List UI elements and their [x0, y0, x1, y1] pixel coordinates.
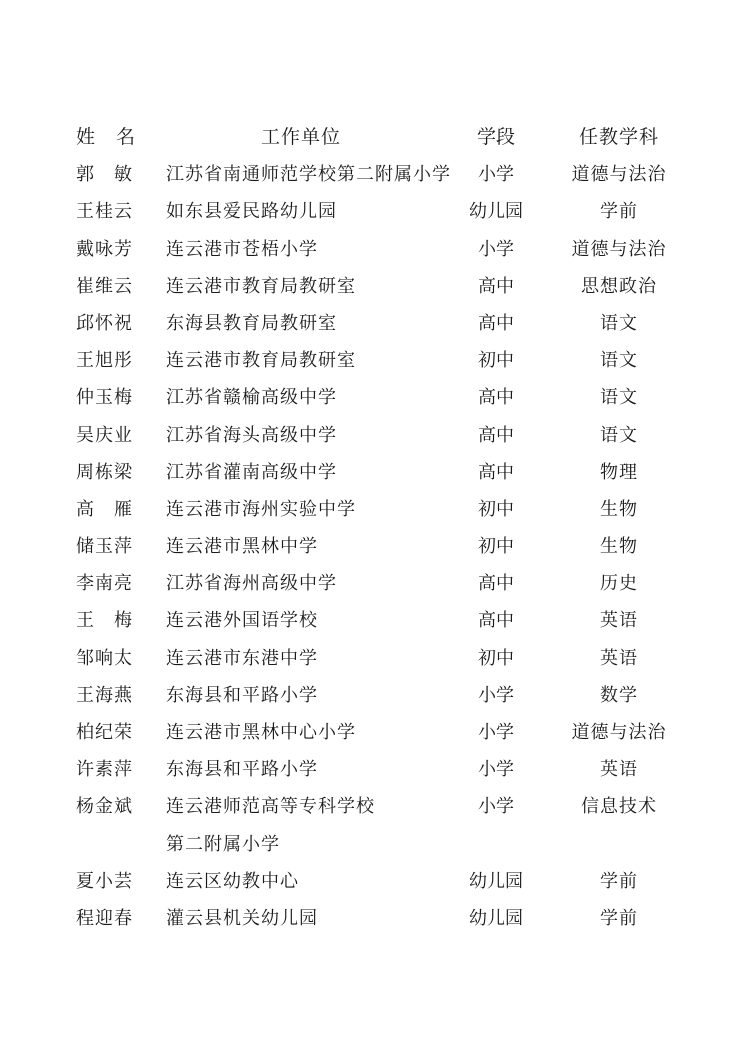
- table-row: [76, 342, 696, 379]
- row-unit: 江苏省海头高级中学: [166, 424, 337, 446]
- row-subject: 生物: [600, 536, 638, 558]
- row-unit: 东海县教育局教研室: [166, 312, 337, 334]
- row-subject: 信息技术: [581, 796, 657, 818]
- row-name: 邱怀祝: [76, 312, 133, 334]
- row-level: 初中: [478, 350, 514, 372]
- row-level: 高中: [478, 387, 514, 409]
- row-name: 戴咏芳: [76, 238, 133, 260]
- row-name: 高 雁: [76, 498, 133, 520]
- row-unit: 连云港市东港中学: [166, 647, 318, 669]
- row-subject: 道德与法治: [571, 238, 667, 260]
- table-row: [76, 193, 696, 230]
- row-subject: 英语: [600, 759, 638, 781]
- header-subject: 任教学科: [578, 126, 659, 148]
- header-level: 学段: [476, 126, 515, 148]
- row-level: 幼儿园: [469, 907, 523, 929]
- row-subject: 英语: [600, 610, 638, 632]
- row-level: 小学: [478, 684, 514, 706]
- row-unit: 如东县爱民路幼儿园: [166, 201, 337, 223]
- row-level: 高中: [478, 461, 514, 483]
- row-level: 小学: [478, 238, 514, 260]
- row-level: 小学: [478, 164, 514, 186]
- row-unit: 连云港市海州实验中学: [166, 498, 356, 520]
- row-name: 夏小芸: [76, 870, 133, 892]
- row-unit: 连云港市黑林中心小学: [166, 722, 356, 743]
- staff-table: [76, 119, 696, 937]
- row-name: 王海燕: [76, 684, 133, 706]
- header-unit: 工作单位: [260, 126, 341, 148]
- row-subject: 学前: [600, 907, 638, 929]
- row-name: 程迎春: [76, 907, 133, 929]
- row-level: 小学: [478, 759, 514, 781]
- row-name: 王旭彤: [76, 350, 133, 372]
- row-unit: 连云港外国语学校: [166, 610, 318, 632]
- row-name: 储玉萍: [76, 536, 133, 558]
- row-level: 高中: [478, 275, 514, 297]
- table-row: [76, 417, 696, 454]
- row-level: 高中: [478, 573, 514, 595]
- row-level: 高中: [478, 424, 514, 446]
- row-name: 吴庆业: [76, 424, 133, 446]
- row-unit: 连云港市教育局教研室: [166, 350, 356, 372]
- row-unit: 第二附属小学: [166, 833, 280, 855]
- row-subject: 学前: [600, 870, 638, 892]
- row-unit: 连云区幼教中心: [166, 870, 299, 892]
- row-unit: 江苏省灌南高级中学: [166, 461, 337, 483]
- row-name: 王 梅: [76, 610, 133, 632]
- row-subject: 语文: [600, 424, 638, 446]
- table-row: [76, 640, 696, 677]
- row-level: 小学: [478, 796, 514, 818]
- row-level: 初中: [478, 536, 514, 558]
- row-unit: 东海县和平路小学: [166, 759, 318, 781]
- table-row: [76, 379, 696, 416]
- row-subject: 语文: [600, 312, 638, 334]
- row-subject: 生物: [600, 498, 638, 520]
- row-unit: 江苏省南通师范学校第二附属小学: [166, 164, 451, 186]
- row-unit: 江苏省赣榆高级中学: [166, 387, 337, 409]
- row-name: 崔维云: [76, 275, 133, 297]
- row-level: 初中: [478, 647, 514, 669]
- row-name: 许素萍: [76, 759, 133, 781]
- row-name: 李南亮: [76, 573, 133, 595]
- row-name: 仲玉梅: [76, 387, 133, 409]
- row-unit: 连云港市教育局教研室: [166, 275, 356, 297]
- row-subject: 语文: [600, 350, 638, 372]
- row-level: 幼儿园: [469, 870, 523, 892]
- table-row: [76, 491, 696, 528]
- table-row: [76, 714, 696, 751]
- table-row: [76, 565, 696, 602]
- table-row: [76, 156, 696, 193]
- table-row: [76, 231, 696, 268]
- row-unit: 江苏省海州高级中学: [166, 573, 337, 595]
- table-row: [76, 751, 696, 788]
- table-row: [76, 528, 696, 565]
- row-subject: 思想政治: [581, 275, 657, 297]
- row-name: 柏纪荣: [76, 722, 133, 743]
- row-unit: 连云港市苍梧小学: [166, 238, 318, 260]
- table-row: [76, 268, 696, 305]
- row-subject: 英语: [600, 647, 638, 669]
- row-name: 周栋梁: [76, 461, 133, 483]
- table-row: [76, 863, 696, 900]
- row-unit: 东海县和平路小学: [166, 684, 318, 706]
- row-subject: 道德与法治: [571, 722, 667, 743]
- row-level: 初中: [478, 498, 514, 520]
- row-name: 郭 敏: [76, 164, 133, 186]
- row-subject: 学前: [600, 201, 638, 223]
- table-header: [76, 119, 696, 156]
- table-row: [76, 602, 696, 639]
- row-level: 幼儿园: [469, 201, 523, 223]
- table-row-continuation: [76, 826, 696, 863]
- row-level: 小学: [478, 722, 514, 743]
- table-row: [76, 454, 696, 491]
- row-level: 高中: [478, 312, 514, 334]
- table-row: [76, 305, 696, 342]
- row-name: 邹响太: [76, 647, 133, 669]
- row-subject: 数学: [600, 684, 638, 706]
- table-row: [76, 900, 696, 937]
- row-subject: 道德与法治: [571, 164, 667, 186]
- row-level: 高中: [478, 610, 514, 632]
- table-row: [76, 677, 696, 714]
- row-unit: 灌云县机关幼儿园: [166, 907, 318, 929]
- row-unit: 连云港师范高等专科学校: [166, 796, 375, 818]
- row-name: 王桂云: [76, 201, 133, 223]
- row-subject: 物理: [600, 461, 638, 483]
- row-subject: 语文: [600, 387, 638, 409]
- row-unit: 连云港市黑林中学: [166, 536, 318, 558]
- row-name: 杨金斌: [76, 796, 133, 818]
- header-name: 姓 名: [76, 126, 137, 148]
- row-subject: 历史: [600, 573, 638, 595]
- table-row: [76, 788, 696, 825]
